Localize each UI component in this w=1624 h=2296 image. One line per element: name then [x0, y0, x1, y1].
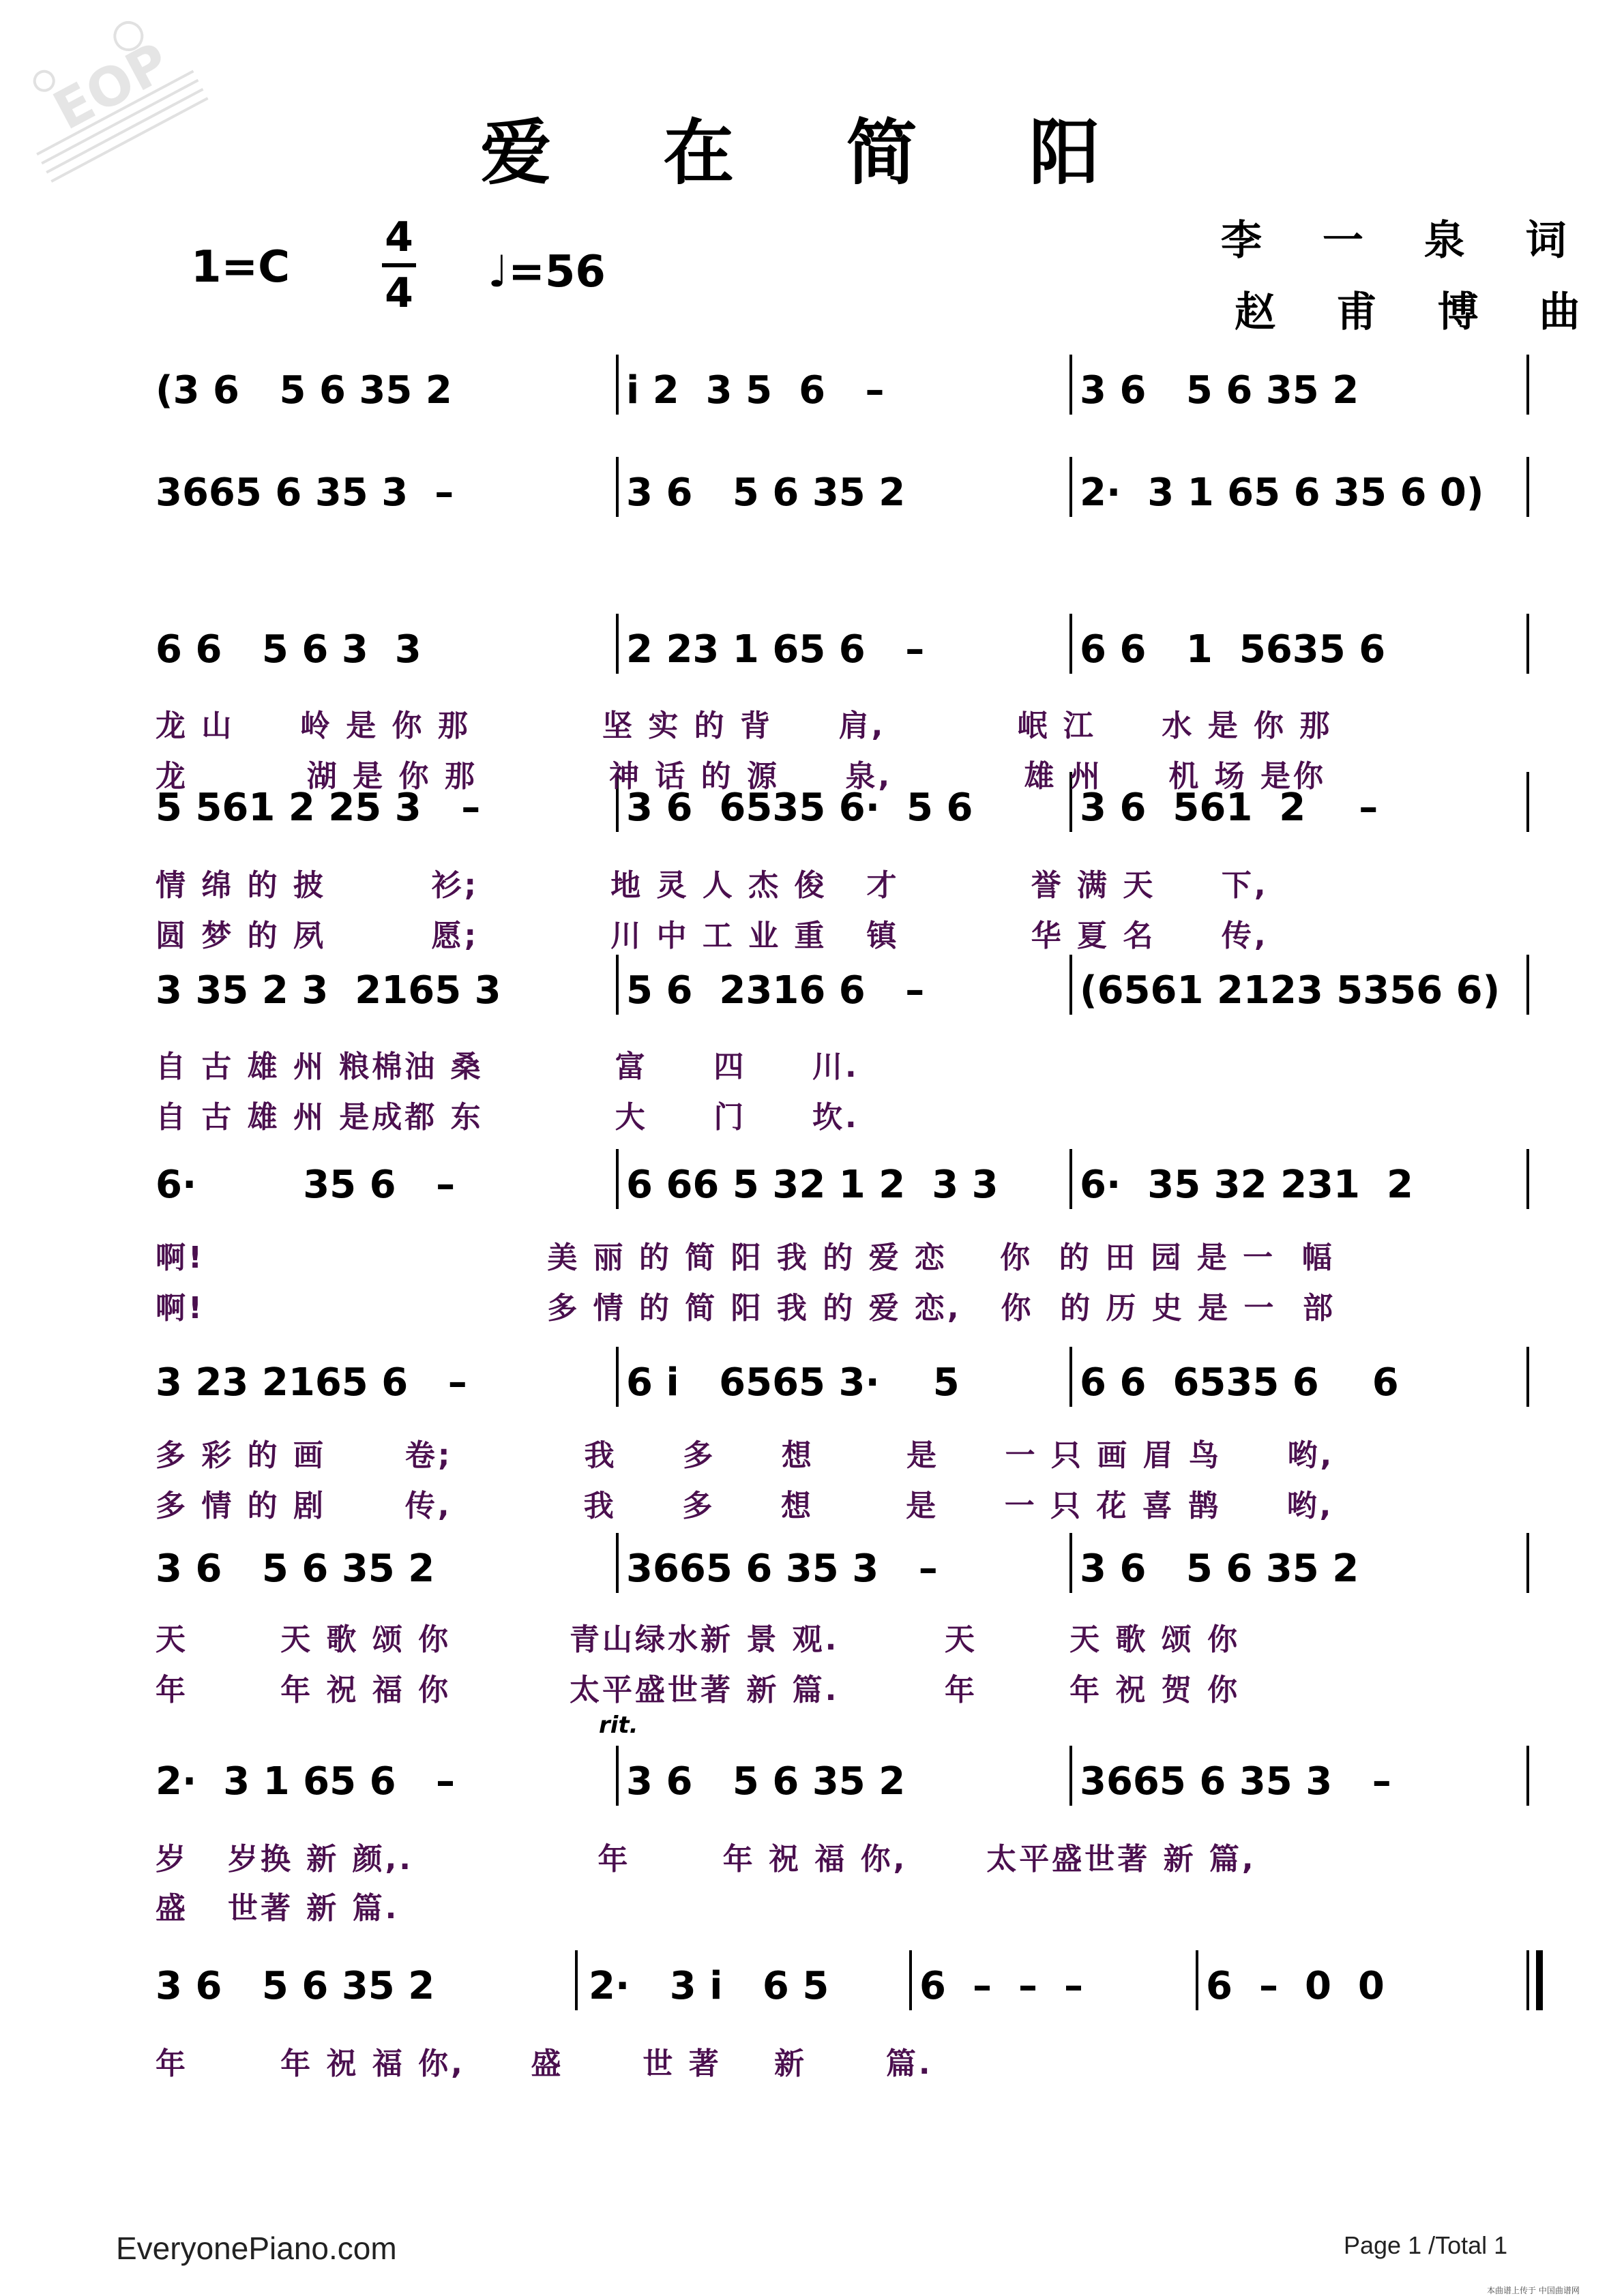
barline: [616, 955, 619, 1015]
barline: [1069, 1746, 1072, 1806]
lyric-line: 龙 山 岭 是 你 那 坚 实 的 背 肩, 岷 江 水 是 你 那: [156, 709, 1333, 743]
final-barline: [1536, 1950, 1543, 2010]
barline: [1526, 1533, 1529, 1593]
barline: [616, 614, 619, 674]
measure-notes: 3 6 561 2 –: [1080, 786, 1378, 830]
barline: [1526, 355, 1529, 415]
lyric-line: 岁 岁换 新 颜,. 年 年 祝 福 你, 太平盛世著 新 篇,: [156, 1842, 1256, 1877]
measure-notes: 6 66 5 32 1 2 3 3: [626, 1163, 999, 1207]
measure-notes: 3 35 2 3 2165 3: [156, 968, 501, 1013]
measure-notes: 6 – 0 0: [1206, 1964, 1385, 2008]
measure-notes: 3665 6 35 3 –: [156, 471, 454, 515]
measure-notes: 3 6 5 6 35 2: [1080, 1547, 1359, 1591]
barline: [1526, 1950, 1529, 2010]
barline: [575, 1950, 578, 2010]
barline: [909, 1950, 912, 2010]
measure-notes: 3 6 5 6 35 2: [626, 471, 906, 515]
barline: [1526, 772, 1529, 832]
lyric-line: 龙 湖 是 你 那 神 话 的 源 泉, 雄 州 机 场 是你: [156, 759, 1326, 794]
svg-text:EOP: EOP: [44, 31, 179, 143]
footer-upload-note: 本曲谱上传于 中国曲谱网: [1487, 2286, 1580, 2295]
measure-notes: 6 6 6535 6 6: [1080, 1360, 1399, 1405]
measure-notes: 6 6 1 5635 6: [1080, 627, 1386, 672]
lyric-line: 多 彩 的 画 卷; 我 多 想 是 一 只 画 眉 鸟 哟,: [156, 1438, 1335, 1473]
barline: [1196, 1950, 1198, 2010]
barline: [616, 355, 619, 415]
measure-notes: 3 6 5 6 35 2: [626, 1759, 906, 1804]
lyric-line: 天 天 歌 颂 你 青山绿水新 景 观. 天 天 歌 颂 你: [156, 1622, 1241, 1657]
barline: [1526, 1149, 1529, 1209]
barline: [616, 457, 619, 517]
measure-notes: (3 6 5 6 35 2: [156, 368, 452, 413]
measure-notes: 2 23 1 65 6 –: [626, 627, 925, 672]
lyric-line: 啊! 多 情 的 简 阳 我 的 爱 恋, 你 的 历 史 是 一 部: [156, 1291, 1336, 1326]
measure-notes: 2· 3 i 6 5: [589, 1964, 829, 2008]
footer-page: Page 1 /Total 1: [1344, 2231, 1508, 2259]
time-signature-top: 4: [385, 213, 413, 261]
measure-notes: (6561 2123 5356 6): [1080, 968, 1501, 1013]
barline: [1526, 1746, 1529, 1806]
lyric-line: 年 年 祝 福 你 太平盛世著 新 篇. 年 年 祝 贺 你: [156, 1673, 1241, 1708]
score-row: [156, 968, 1513, 1043]
measure-notes: 6 i 6565 3· 5: [626, 1360, 960, 1405]
lyric-line: 盛 世著 新 篇.: [156, 1891, 400, 1926]
barline: [1526, 955, 1529, 1015]
time-signature-bottom: 4: [385, 269, 413, 317]
score-row: [156, 471, 1513, 546]
measure-notes: 5 561 2 25 3 –: [156, 786, 481, 830]
lyric-line: 年 年 祝 福 你, 盛 世 著 新 篇.: [156, 2046, 933, 2081]
score-row: [156, 1163, 1513, 1238]
key-signature: 1=C: [191, 242, 291, 293]
measure-notes: 6 6 5 6 3 3: [156, 627, 422, 672]
barline: [1069, 614, 1072, 674]
measure-notes: 3665 6 35 3 –: [626, 1547, 938, 1591]
lyric-line: 圆 梦 的 夙 愿; 川 中 工 业 重 镇 华 夏 名 传,: [156, 919, 1269, 953]
measure-notes: 6· 35 32 231 2: [1080, 1163, 1413, 1207]
barline: [1069, 1347, 1072, 1407]
score-row: [156, 1759, 1513, 1834]
score-row: [156, 1360, 1513, 1435]
measure-notes: 3 23 2165 6 –: [156, 1360, 467, 1405]
lyric-line: 多 情 的 剧 传, 我 多 想 是 一 只 花 喜 鹊 哟,: [156, 1489, 1334, 1523]
measure-notes: 2· 3 1 65 6 35 6 0): [1080, 471, 1484, 515]
measure-notes: 3 6 5 6 35 2: [156, 1547, 435, 1591]
measure-notes: 5 6 2316 6 –: [626, 968, 925, 1013]
barline: [616, 1149, 619, 1209]
barline: [1526, 614, 1529, 674]
tempo-marking: ♩=56: [488, 247, 606, 297]
measure-notes: 3 6 5 6 35 2: [1080, 368, 1359, 413]
barline: [1069, 955, 1072, 1015]
ritardando-marking: rit.: [599, 1712, 638, 1739]
measure-notes: 6· 35 6 –: [156, 1163, 456, 1207]
score-row: [156, 1964, 1513, 2039]
measure-notes: i 2 3 5 6 –: [626, 368, 885, 413]
barline: [1069, 355, 1072, 415]
barline: [1069, 457, 1072, 517]
measure-notes: 3 6 5 6 35 2: [156, 1964, 435, 2008]
score-row: [156, 627, 1513, 702]
lyric-line: 啊! 美 丽 的 简 阳 我 的 爱 恋 你 的 田 园 是 一 幅: [156, 1240, 1335, 1275]
barline: [1069, 1533, 1072, 1593]
lyric-line: 自 古 雄 州 是成都 东 大 门 坎.: [156, 1100, 859, 1135]
composer-credit: 赵 甫 博 曲: [1235, 288, 1604, 336]
score-row: [156, 368, 1513, 443]
barline: [616, 1347, 619, 1407]
measure-notes: 3 6 6535 6· 5 6: [626, 786, 973, 830]
lyric-line: 自 古 雄 州 粮棉油 桑 富 四 川.: [156, 1049, 859, 1084]
barline: [616, 1746, 619, 1806]
lyricist-credit: 李 一 泉 词: [1221, 217, 1590, 265]
barline: [1526, 1347, 1529, 1407]
score-row: [156, 1547, 1513, 1622]
barline: [616, 1533, 619, 1593]
barline: [1526, 457, 1529, 517]
measure-notes: 6 – – –: [919, 1964, 1083, 2008]
song-title: 爱 在 简 阳: [480, 111, 1144, 194]
score-row: [156, 786, 1513, 861]
measure-notes: 3665 6 35 3 –: [1080, 1759, 1391, 1804]
lyric-line: 情 绵 的 披 衫; 地 灵 人 杰 俊 才 誉 满 天 下,: [156, 868, 1269, 903]
barline: [1069, 1149, 1072, 1209]
footer-site: EveryonePiano.com: [116, 2231, 397, 2266]
measure-notes: 2· 3 1 65 6 –: [156, 1759, 456, 1804]
